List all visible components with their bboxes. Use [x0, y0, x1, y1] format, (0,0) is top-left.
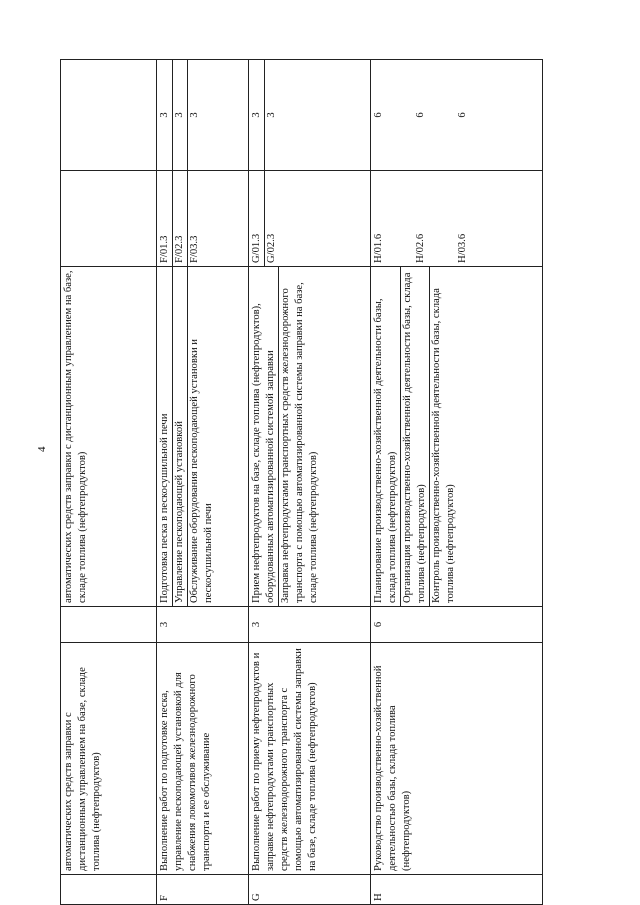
page-number: 4 — [36, 446, 48, 452]
generalized-function-code: G — [249, 875, 371, 905]
labor-function-codes — [371, 171, 543, 267]
sub-qualification-level: 3 — [266, 112, 277, 118]
qualification-level: 6 — [371, 607, 543, 643]
labor-function-codes — [249, 171, 371, 267]
qualification-level: 3 — [157, 607, 249, 643]
generalized-function-name: Выполнение работ по подготовке песка, управление пескоподающей установкой для снабжения локомотивов железнодорожного транспорта и ее обслуживание — [157, 643, 249, 875]
rotated-page — [60, 60, 620, 905]
table-row — [249, 60, 371, 905]
labor-function-code: G/02.3 — [266, 233, 277, 263]
generalized-function-code: H — [371, 875, 543, 905]
labor-function-name: Планирование производственно-хозяйственной деятельности базы, склада топлива (нефтепродуктов) — [373, 298, 398, 603]
sub-qualification-levels — [371, 60, 543, 171]
generalized-function-name: Выполнение работ по приему нефтепродуктов и заправке нефтепродуктами транспортных средств железнодорожного транспорта с помощью автоматизированной системы заправки на базе, складе топлива (нефтепродуктов) — [249, 643, 371, 875]
sub-qualification-level: 6 — [457, 112, 468, 118]
labor-function-name: Управление пескоподающей установкой — [174, 421, 185, 603]
labor-function-names — [157, 267, 249, 607]
labor-function-name: Организация производственно-хозяйственной деятельности базы, склада топлива (нефтепродуктов) — [402, 272, 427, 603]
qualification-level: 3 — [249, 607, 371, 643]
labor-function-codes — [157, 171, 249, 267]
qualification-level — [61, 607, 157, 643]
sub-qualification-level: 3 — [174, 112, 185, 118]
sub-qualification-level — [61, 60, 157, 171]
labor-function-name: Контроль производственно-хозяйственной деятельности базы, склада топлива (нефтепродуктов) — [431, 288, 456, 603]
labor-function-names — [371, 267, 543, 607]
labor-function-code: F/02.3 — [174, 235, 185, 263]
labor-function-name: Заправка нефтепродуктами транспортных средств железнодорожного транспорта с помощью автоматизированной системы заправки на базе, складе топлива (нефтепродуктов) — [280, 282, 319, 603]
generalized-function-name: автоматических средств заправки с дистанционным управлением на базе, складе топлива (нефтепродуктов) — [61, 643, 157, 875]
labor-function-code: G/01.3 — [251, 233, 262, 263]
labor-function-code: H/01.6 — [373, 233, 384, 263]
labor-function-code: H/03.6 — [457, 233, 468, 263]
functions-table — [60, 59, 543, 905]
generalized-function-name: Руководство производственно-хозяйственной деятельностью базы, склада топлива (нефтепродуктов) — [371, 643, 543, 875]
labor-function-code: F/03.3 — [189, 235, 200, 263]
sub-qualification-levels — [157, 60, 249, 171]
labor-function-name: Обслуживание оборудования пескоподающей установки и пескосушильной печи — [189, 339, 214, 603]
sub-qualification-level: 6 — [415, 112, 426, 118]
labor-function-name: автоматических средств заправки с дистанционным управлением на базе, складе топлива (нефтепродуктов) — [61, 267, 157, 607]
generalized-function-code: F — [157, 875, 249, 905]
sub-qualification-level: 3 — [251, 112, 262, 118]
labor-function-code: H/02.6 — [415, 233, 426, 263]
generalized-function-code — [61, 875, 157, 905]
sub-qualification-level: 3 — [189, 112, 200, 118]
labor-function-name: Прием нефтепродуктов на базе, складе топлива (нефтепродуктов), оборудованных автоматизированной системой заправки — [251, 303, 276, 603]
sub-qualification-level: 6 — [373, 112, 384, 118]
sub-qualification-levels — [249, 60, 371, 171]
table-row — [157, 60, 249, 905]
sub-qualification-level: 3 — [159, 112, 170, 118]
labor-function-code: F/01.3 — [159, 235, 170, 263]
table-row — [371, 60, 543, 905]
table-row — [61, 60, 157, 905]
labor-function-names — [249, 267, 371, 607]
labor-function-name: Подготовка песка в пескосушильной печи — [159, 413, 170, 603]
labor-function-code — [61, 171, 157, 267]
